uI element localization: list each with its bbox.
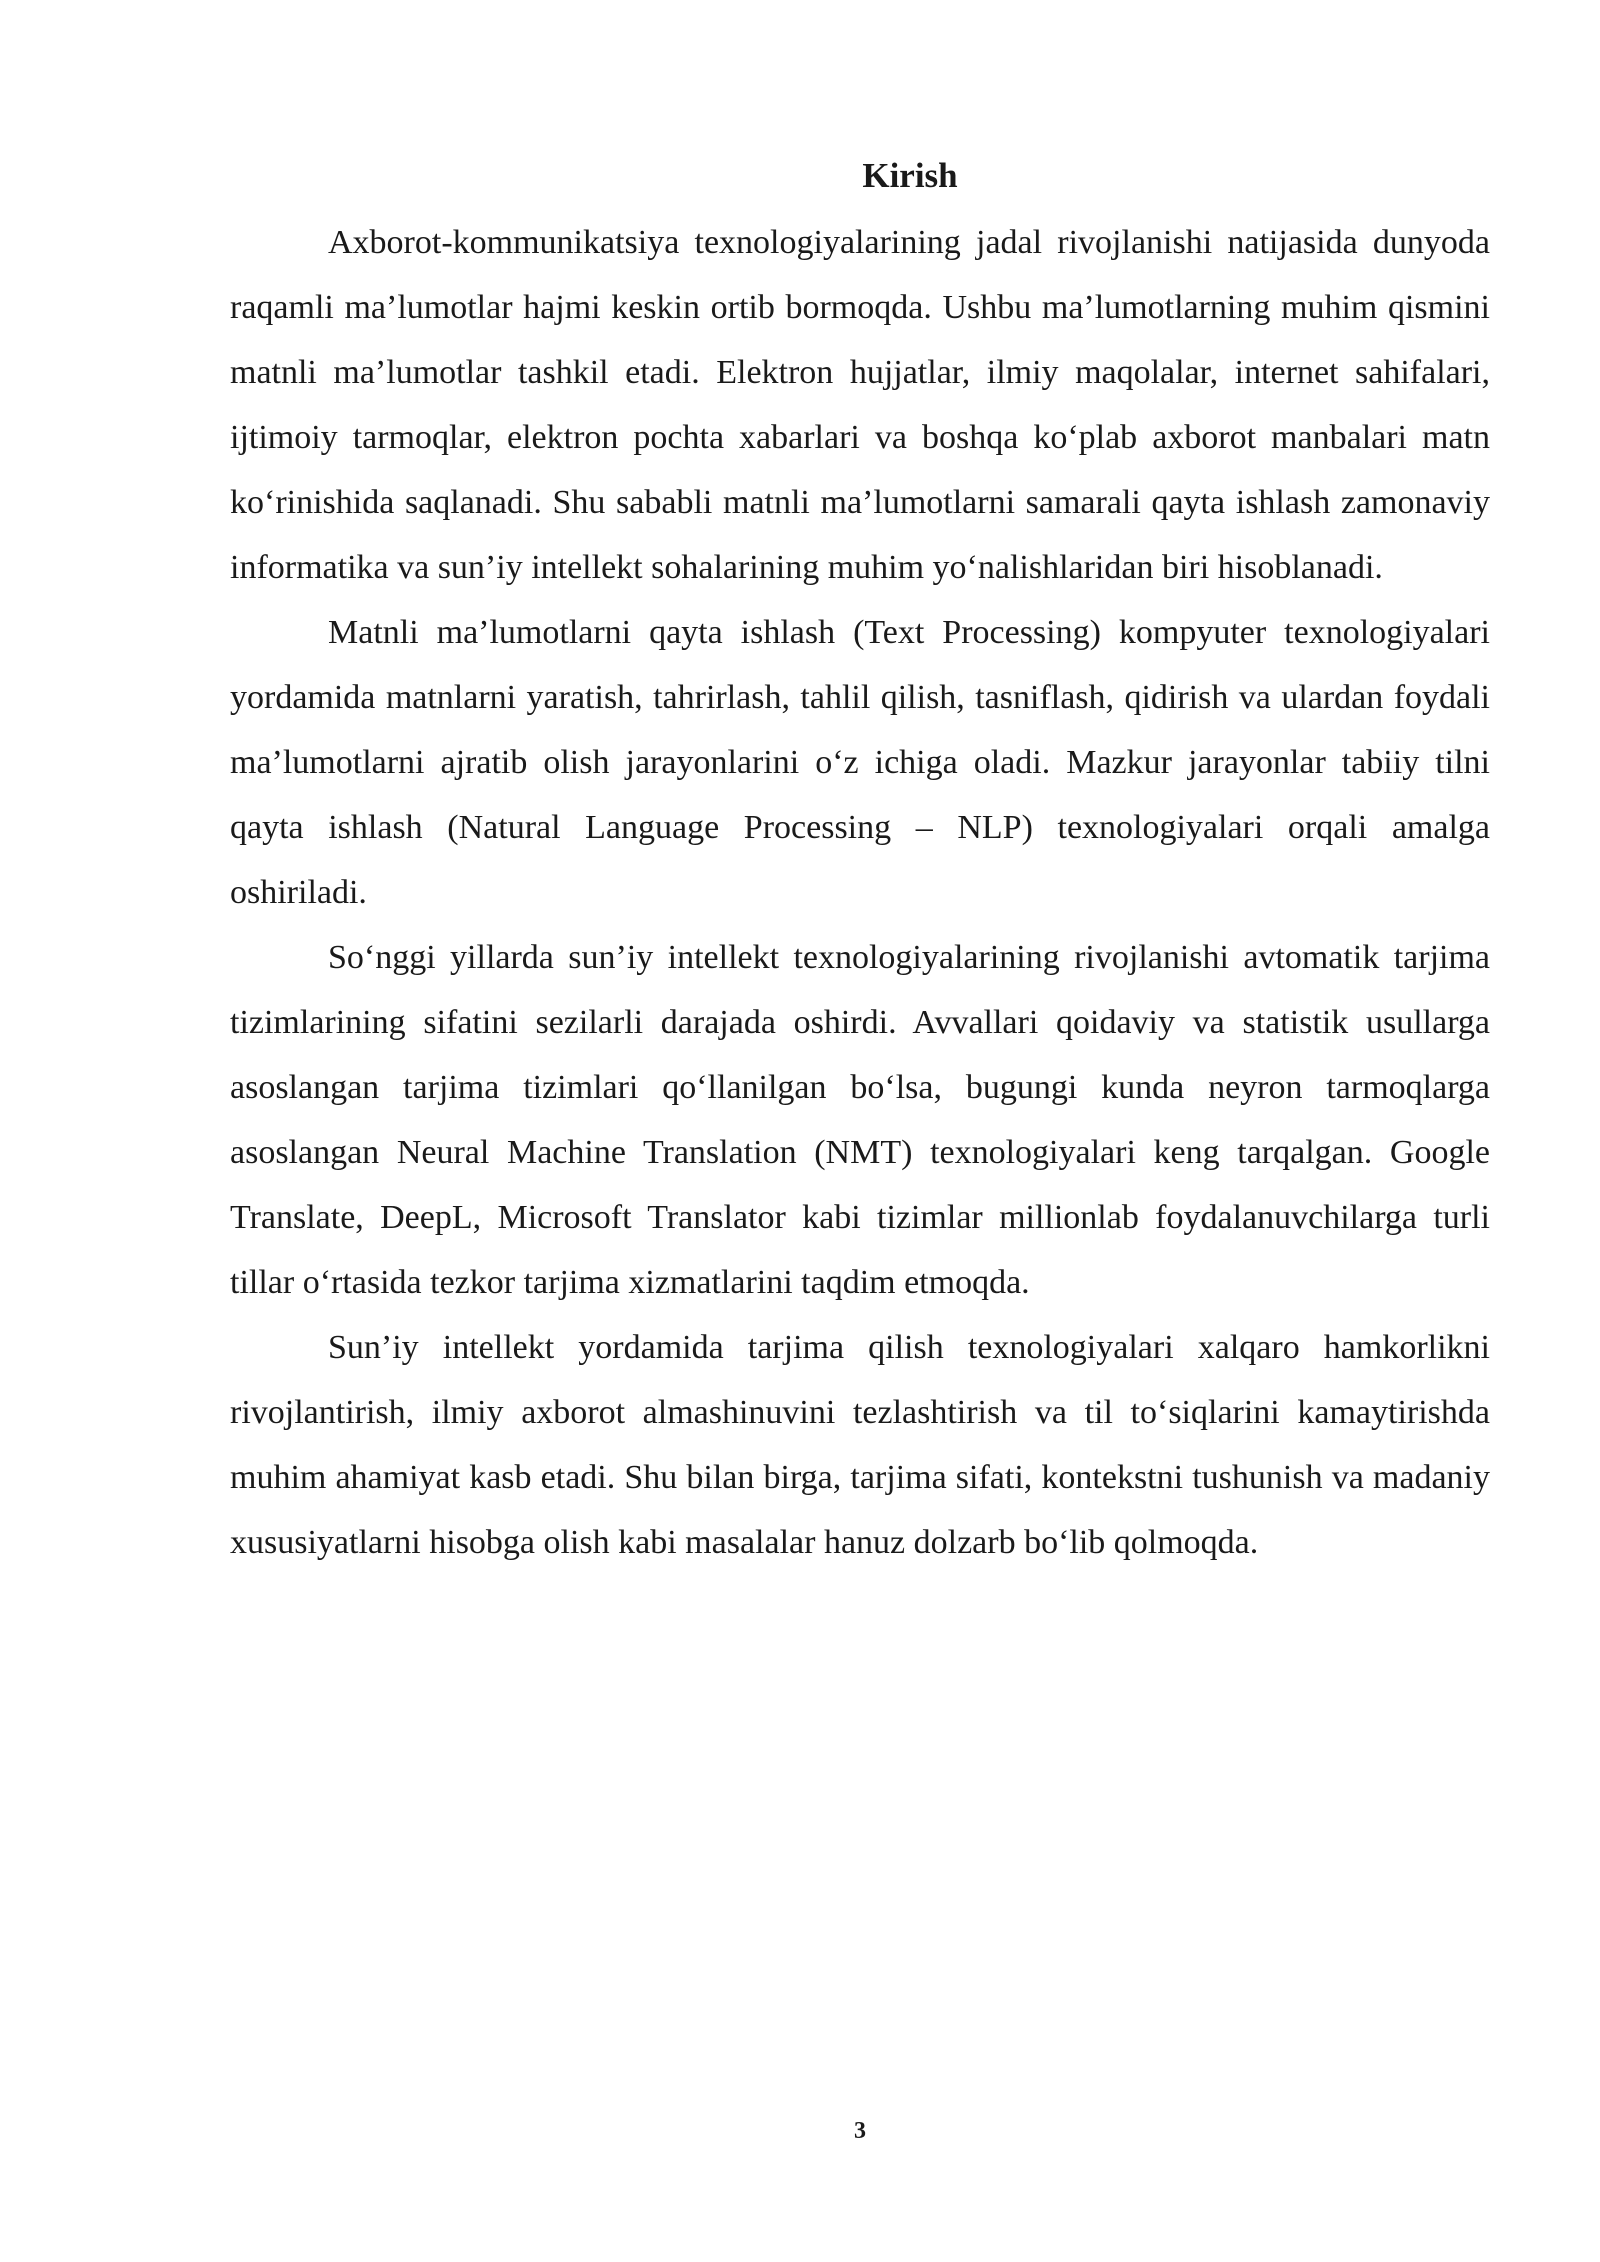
paragraph-4: Sun’iy intellekt yordamida tarjima qilish texnologiyalari xalqaro hamkorlikni rivojlantirish, ilmiy axborot almashinuvini tezlashtirish va til to‘siqlarini kamaytirishda muhim ahamiyat kasb etadi. Shu bilan birga, tarjima sifati, kontekstni tushunish va madaniy xususiyatlarni hisobga olish kabi masalalar hanuz dolzarb bo‘lib qolmoqda. xyxy=(230,1329,1490,1561)
paragraph-1: Axborot-kommunikatsiya texnologiyalarining jadal rivojlanishi natijasida dunyoda raqamli ma’lumotlar hajmi keskin ortib bormoqda. Ushbu ma’lumotlarning muhim qismini matnli ma’lumotlar tashkil etadi. Elektron hujjatlar, ilmiy maqolalar, internet sahifalari, ijtimoiy tarmoqlar, elektron pochta xabarlari va boshqa ko‘plab axborot manbalari matn ko‘rinishida saqlanadi. Shu sababli matnli ma’lumotlarni samarali qayta ishlash zamonaviy informatika va sun’iy intellekt sohalarining muhim yo‘nalishlaridan biri hisoblanadi. xyxy=(230,224,1490,586)
section-title: Kirish xyxy=(862,156,958,195)
paragraph-3: So‘nggi yillarda sun’iy intellekt texnologiyalarining rivojlanishi avtomatik tarjima tizimlarining sifatini sezilarli darajada oshirdi. Avvallari qoidaviy va statistik usullarga asoslangan tarjima tizimlari qo‘llanilgan bo‘lsa, bugungi kunda neyron tarmoqlarga asoslangan Neural Machine Translation (NMT) texnologiyalari keng tarqalgan. Google Translate, DeepL, Microsoft Translator kabi tizimlar millionlab foydalanuvchilarga turli tillar o‘rtasida tezkor tarjima xizmatlarini taqdim etmoqda. xyxy=(230,939,1490,1301)
page-content xyxy=(230,150,1490,1575)
paragraph-2: Matnli ma’lumotlarni qayta ishlash (Text Processing) kompyuter texnologiyalari yordamida matnlarni yaratish, tahrirlash, tahlil qilish, tasniflash, qidirish va ulardan foydali ma’lumotlarni ajratib olish jarayonlarini o‘z ichiga oladi. Mazkur jarayonlar tabiiy tilni qayta ishlash (Natural Language Processing – NLP) texnologiyalari orqali amalga oshiriladi. xyxy=(230,614,1490,911)
page-number: 3 xyxy=(854,2118,866,2144)
